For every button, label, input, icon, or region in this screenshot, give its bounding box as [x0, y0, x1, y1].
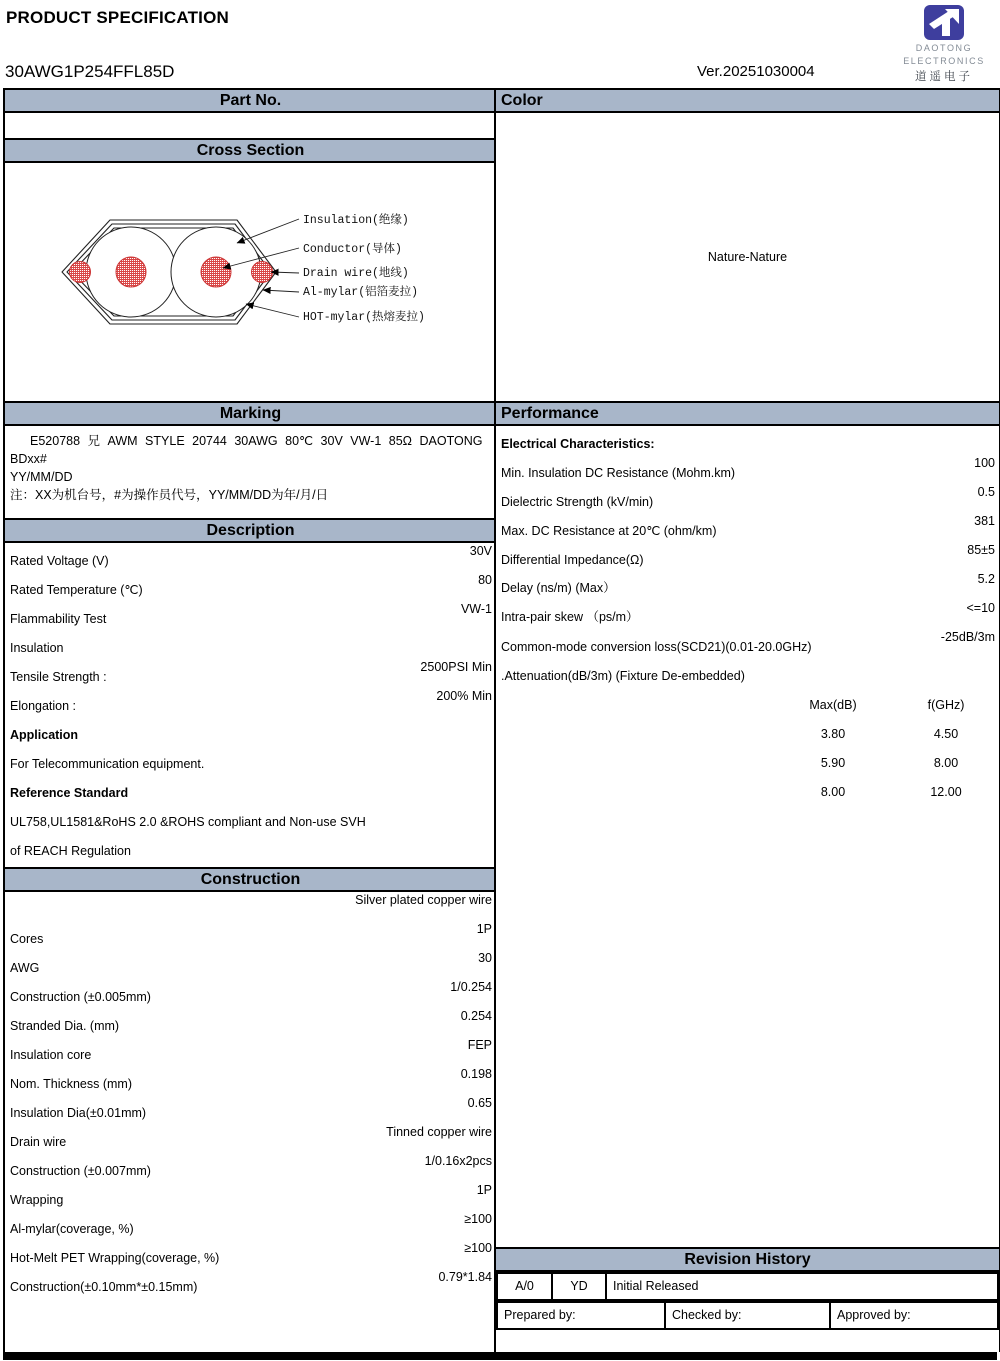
row-label: Dielectric Strength (kV/min) — [501, 495, 654, 509]
color-value: Nature-Nature — [707, 250, 788, 264]
spec-row — [5, 746, 496, 775]
row-value: 1P — [476, 1183, 492, 1197]
spec-row — [5, 1211, 496, 1240]
attenuation-data-row — [496, 721, 999, 750]
company-logo — [893, 5, 995, 84]
row-label: Application — [10, 728, 79, 742]
label-insulation: Insulation(绝缘) — [303, 214, 409, 227]
spec-row — [496, 629, 999, 658]
spec-row — [5, 630, 496, 659]
marking-header: Marking — [5, 401, 496, 426]
spec-row — [5, 804, 496, 833]
table-cell: Prepared by: — [496, 1301, 666, 1330]
row-label: Tensile Strength : — [10, 670, 107, 684]
row-label: Differential Impedance(Ω) — [501, 553, 644, 567]
construction-header: Construction — [5, 867, 496, 892]
row-value: 1P — [476, 922, 492, 936]
row-value: 1/0.16x2pcs — [424, 1154, 492, 1168]
revision-history-header: Revision History — [496, 1247, 999, 1272]
row-value: 0.254 — [460, 1009, 492, 1023]
logo-company-name-2: ELECTRONICS — [903, 56, 985, 66]
spec-row — [5, 659, 496, 688]
spec-row — [5, 921, 496, 950]
conductor-left — [116, 257, 146, 287]
spec-row — [5, 543, 496, 572]
atten-max-db: 5.90 — [820, 756, 846, 770]
spec-row — [5, 1269, 496, 1298]
spec-row — [5, 1182, 496, 1211]
row-label: Hot-Melt PET Wrapping(coverage, %) — [10, 1251, 220, 1265]
spec-row — [496, 571, 999, 600]
label-al-mylar: Al-mylar(铝箔麦拉) — [303, 286, 419, 299]
description-header: Description — [5, 518, 496, 543]
spec-row — [5, 775, 496, 804]
signoff-row — [496, 1301, 999, 1330]
atten-f-ghz: 12.00 — [930, 785, 962, 799]
row-value: FEP — [467, 1038, 492, 1052]
row-value: 80 — [478, 573, 492, 587]
spec-row — [5, 833, 496, 862]
spec-row — [5, 688, 496, 717]
spec-row — [496, 600, 999, 629]
row-label: AWG — [10, 961, 40, 975]
row-value: 2500PSI Min — [420, 660, 492, 674]
row-value: 85±5 — [967, 543, 995, 557]
row-value: 100 — [974, 456, 995, 470]
row-label: Construction(±0.10mm*±0.15mm) — [10, 1280, 198, 1294]
row-label: Rated Voltage (V) — [10, 554, 109, 568]
spec-row — [5, 950, 496, 979]
row-label: Cores — [10, 932, 44, 946]
table-cell: A/0 — [496, 1272, 553, 1301]
performance-header: Performance — [496, 401, 999, 426]
marking-line-2: YY/MM/DD — [10, 470, 73, 484]
spec-row — [496, 455, 999, 484]
drain-wire-left — [70, 262, 91, 283]
row-label: Construction (±0.005mm) — [10, 990, 151, 1004]
spec-row — [5, 1153, 496, 1182]
row-value: 5.2 — [977, 572, 995, 586]
row-value: 381 — [974, 514, 995, 528]
attenuation-table — [496, 692, 999, 808]
atten-f-ghz: 8.00 — [933, 756, 959, 770]
row-label: UL758,UL1581&RoHS 2.0 &ROHS compliant and Non-use SVH — [10, 815, 366, 829]
label-drain-wire: Drain wire(地线) — [303, 267, 409, 280]
row-label: .Attenuation(dB/3m) (Fixture De-embedded) — [501, 669, 745, 683]
attenuation-data-row — [496, 779, 999, 808]
row-label: Construction (±0.007mm) — [10, 1164, 151, 1178]
part-no-header: Part No. — [5, 88, 496, 113]
table-cell: Checked by: — [664, 1301, 831, 1330]
spec-row — [5, 717, 496, 746]
spec-row — [5, 1037, 496, 1066]
part-no-value-cell — [5, 113, 496, 138]
row-value: <=10 — [966, 601, 995, 615]
table-cell: YD — [551, 1272, 607, 1301]
row-label: Al-mylar(coverage, %) — [10, 1222, 134, 1236]
atten-f-ghz: 4.50 — [933, 727, 959, 741]
row-label: Stranded Dia. (mm) — [10, 1019, 120, 1033]
row-value: 0.79*1.84 — [438, 1270, 492, 1284]
spec-row — [5, 1095, 496, 1124]
label-hot-mylar: HOT-mylar(热熔麦拉) — [303, 311, 425, 324]
row-label: Electrical Characteristics: — [501, 437, 655, 451]
spec-row — [5, 601, 496, 630]
row-label: Rated Temperature (℃) — [10, 583, 143, 597]
logo-icon — [924, 5, 964, 40]
conductor-right — [201, 257, 231, 287]
cross-section-diagram-cell — [5, 163, 496, 401]
row-value: Tinned copper wire — [386, 1125, 492, 1139]
row-value: 30V — [469, 544, 492, 558]
spec-row — [5, 1124, 496, 1153]
row-value: Silver plated copper wire — [355, 893, 492, 907]
marking-line-1: E520788 兄 AWM STYLE 20744 30AWG 80℃ 30V VW-1 85Ω DAOTONG BDxx# — [10, 434, 483, 466]
row-value: 1/0.254 — [450, 980, 492, 994]
row-label: Intra-pair skew （ps/m） — [501, 610, 639, 624]
atten-f-ghz: f(GHz) — [927, 698, 965, 712]
attenuation-label-row — [496, 658, 999, 687]
right-column — [494, 88, 1000, 1352]
color-header: Color — [496, 88, 999, 113]
atten-max-db: 8.00 — [820, 785, 846, 799]
spec-row — [5, 979, 496, 1008]
row-value: ≥100 — [464, 1212, 492, 1226]
cross-section-header: Cross Section — [5, 138, 496, 163]
row-value: ≥100 — [464, 1241, 492, 1255]
cable-cross-section-diagram — [5, 163, 492, 401]
row-label: Insulation Dia(±0.01mm) — [10, 1106, 147, 1120]
atten-max-db: 3.80 — [820, 727, 846, 741]
row-label: Nom. Thickness (mm) — [10, 1077, 133, 1091]
page-title: PRODUCT SPECIFICATION — [6, 8, 230, 27]
left-column — [3, 88, 498, 1352]
atten-max-db: Max(dB) — [809, 698, 857, 712]
drain-wire-right — [252, 262, 273, 283]
spec-row — [496, 542, 999, 571]
table-cell: Approved by: — [829, 1301, 999, 1330]
description-rows — [5, 543, 496, 862]
construction-rows — [5, 892, 496, 1298]
row-label: Elongation : — [10, 699, 77, 713]
row-value: 0.65 — [467, 1096, 492, 1110]
page-bottom-border — [3, 1352, 997, 1360]
row-label: Flammability Test — [10, 612, 107, 626]
spec-row — [496, 513, 999, 542]
label-conductor: Conductor(导体) — [303, 243, 402, 256]
row-label: Delay (ns/m) (Max） — [501, 581, 616, 595]
marking-cell — [5, 426, 496, 518]
performance-rows — [496, 455, 999, 658]
spec-row — [5, 892, 496, 921]
row-value: VW-1 — [460, 602, 492, 616]
row-value: 0.198 — [460, 1067, 492, 1081]
row-label: Reference Standard — [10, 786, 129, 800]
row-value: -25dB/3m — [940, 630, 995, 644]
revision-row — [496, 1272, 999, 1301]
table-cell: Initial Released — [605, 1272, 999, 1301]
row-label: Min. Insulation DC Resistance (Mohm.km) — [501, 466, 736, 480]
marking-line-3: 注：XX为机台号，#为操作员代号，YY/MM/DD为年/月/日 — [10, 488, 329, 502]
row-label: Common-mode conversion loss(SCD21)(0.01-20.0GHz) — [501, 640, 812, 654]
spec-row — [5, 572, 496, 601]
row-label: For Telecommunication equipment. — [10, 757, 205, 771]
spec-row — [5, 1066, 496, 1095]
row-label: Max. DC Resistance at 20℃ (ohm/km) — [501, 524, 717, 538]
row-value: 30 — [478, 951, 492, 965]
attenuation-header-row — [496, 692, 999, 721]
logo-company-name-cn: 道遥电子 — [915, 71, 973, 83]
performance-intro-row — [496, 426, 999, 455]
row-label: of REACH Regulation — [10, 844, 131, 858]
row-label: Wrapping — [10, 1193, 64, 1207]
row-label: Drain wire — [10, 1135, 67, 1149]
attenuation-data-row — [496, 750, 999, 779]
version-number: Ver.20251030004 — [697, 63, 815, 80]
row-value: 200% Min — [436, 689, 492, 703]
part-number: 30AWG1P254FFL85D — [5, 62, 175, 81]
spec-row — [5, 1240, 496, 1269]
color-value-cell — [496, 113, 999, 401]
spec-row — [5, 1008, 496, 1037]
spec-row — [496, 484, 999, 513]
row-label: Insulation — [10, 641, 64, 655]
row-value: 0.5 — [977, 485, 995, 499]
row-label: Insulation core — [10, 1048, 92, 1062]
performance-cell — [496, 426, 999, 1247]
logo-company-name-1: DAOTONG — [915, 43, 973, 53]
